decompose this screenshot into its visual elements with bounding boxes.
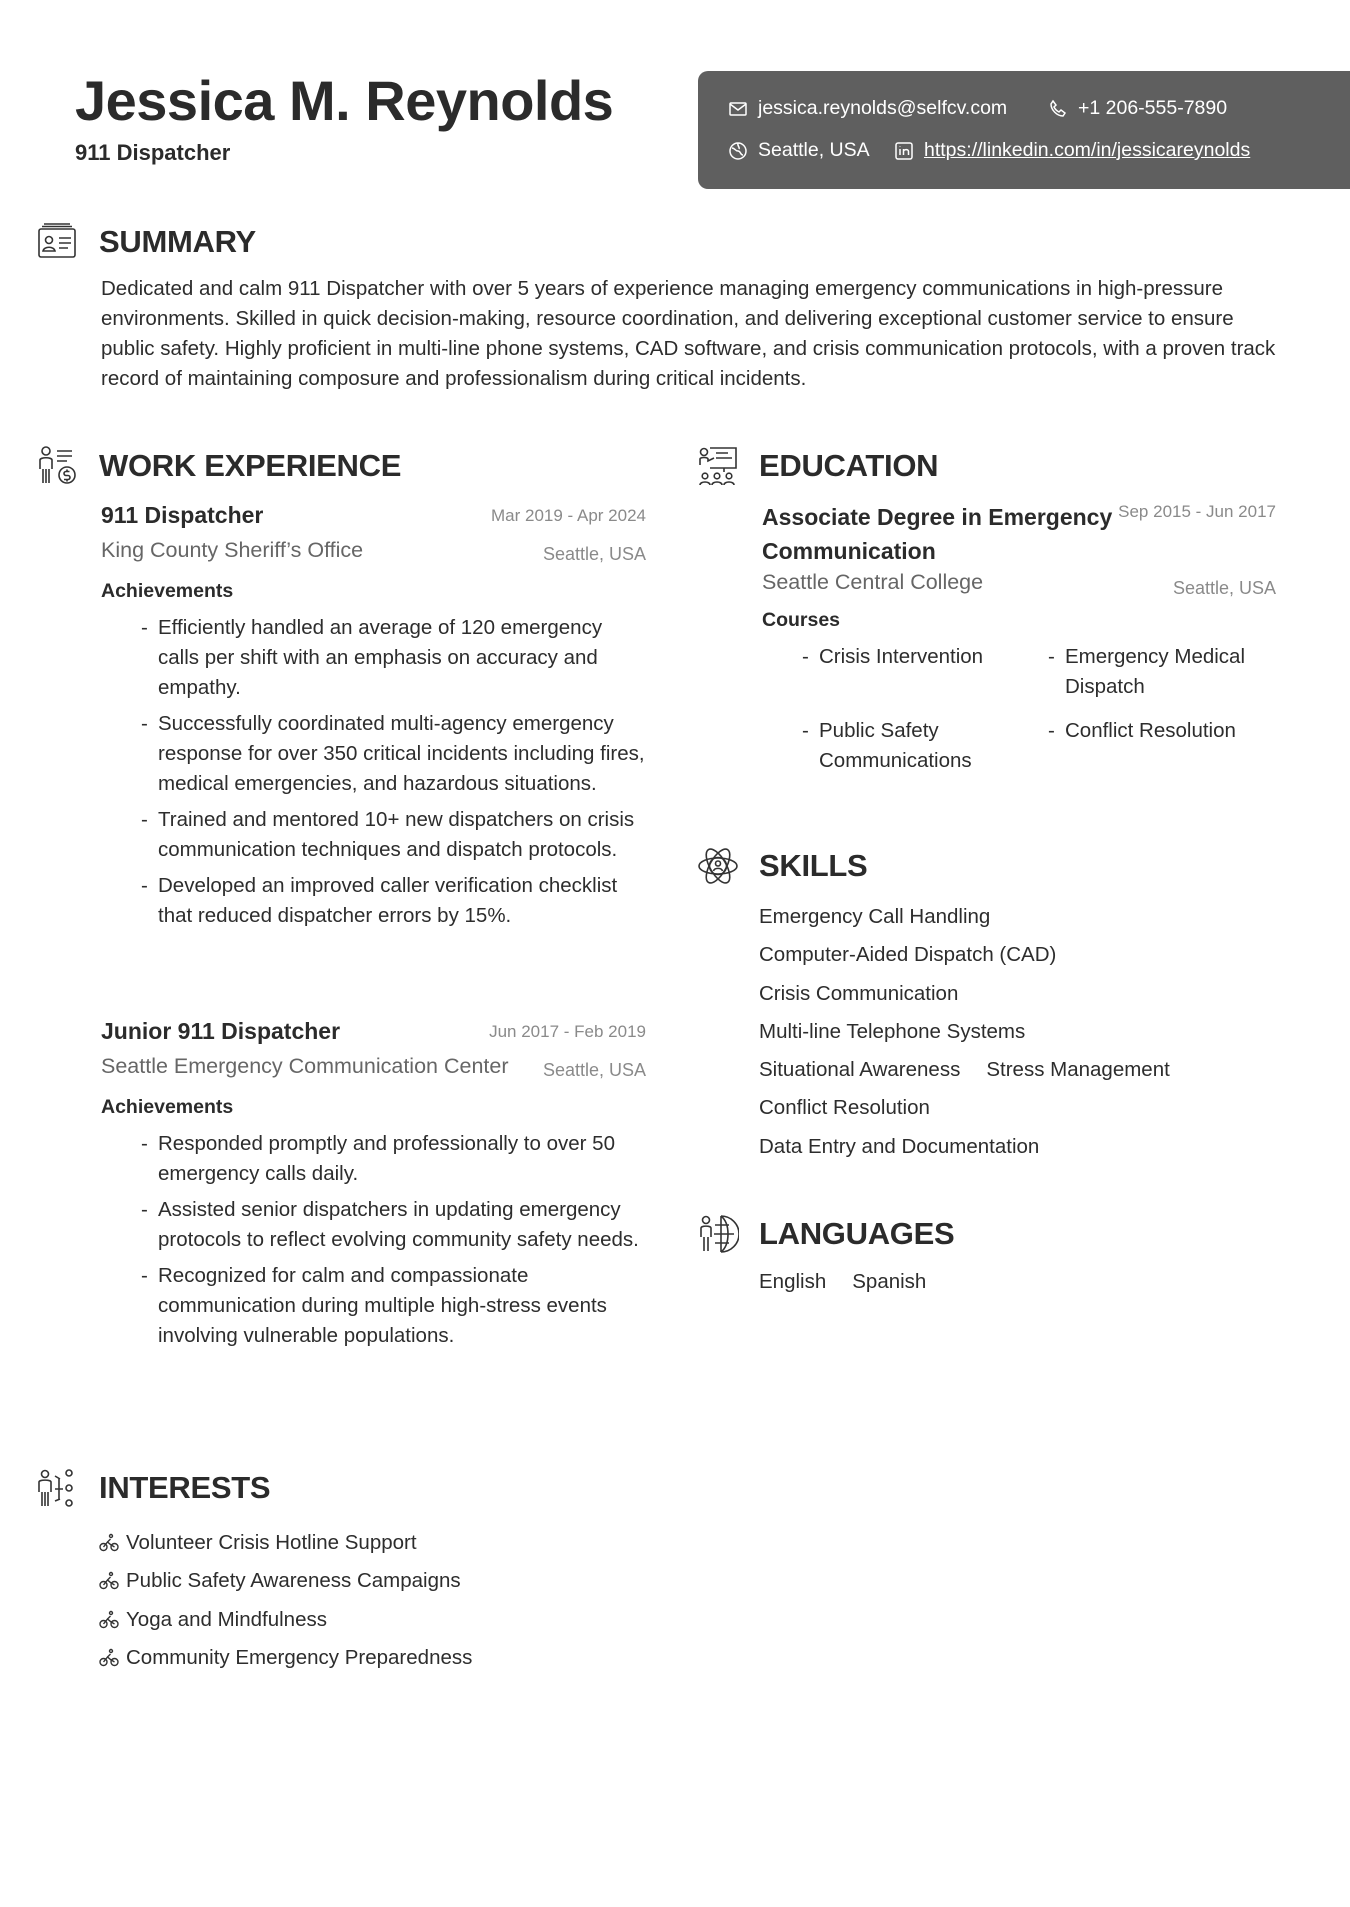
list-item: - Public Safety Communications	[802, 716, 1048, 776]
list-item: - Efficiently handled an average of 120 emergency calls per shift with an emphasis on accuracy and empathy.	[141, 613, 646, 703]
list-item: - Developed an improved caller verification checklist that reduced dispatcher errors by 15%.	[141, 871, 646, 931]
contact-linkedin[interactable]	[894, 139, 1250, 162]
achievements-list	[101, 613, 646, 931]
interests-title: INTERESTS	[99, 1470, 271, 1505]
list-item: - Recognized for calm and compassionate communication during multiple high-stress events involving vulnerable populations.	[141, 1261, 646, 1351]
contact-panel	[698, 71, 1350, 189]
candidate-role: 911 Dispatcher	[75, 140, 231, 165]
language-item: Spanish	[852, 1270, 927, 1293]
teacher-board-icon	[697, 445, 739, 487]
list-item: - Assisted senior dispatchers in updating emergency protocols to reflect evolving community safety needs.	[141, 1195, 646, 1255]
list-item: - Conflict Resolution	[1048, 716, 1278, 776]
job-entry	[101, 502, 646, 937]
skills-list	[759, 902, 1279, 1170]
globe-pin-icon	[728, 141, 748, 161]
skill-item: Conflict Resolution	[759, 1096, 930, 1120]
skill-item: Stress Management	[986, 1058, 1170, 1082]
list-item: - Crisis Intervention	[802, 642, 1048, 702]
contact-phone[interactable]	[1048, 97, 1227, 120]
bicycle-icon	[99, 1571, 119, 1591]
courses-list	[802, 642, 1276, 776]
job-title: 911 Dispatcher	[101, 502, 264, 528]
bicycle-icon	[99, 1610, 119, 1630]
worker-money-icon	[36, 445, 78, 487]
skill-item: Situational Awareness	[759, 1058, 961, 1082]
education-dates: Sep 2015 - Jun 2017	[1118, 502, 1276, 521]
skill-item: Computer-Aided Dispatch (CAD)	[759, 943, 1057, 967]
summary-title: SUMMARY	[99, 224, 256, 259]
list-item: - Responded promptly and professionally to over 50 emergency calls daily.	[141, 1129, 646, 1189]
language-item: English	[759, 1270, 827, 1293]
skill-item: Emergency Call Handling	[759, 905, 991, 928]
job-entry	[101, 1018, 646, 1357]
email-text: jessica.reynolds@selfcv.com	[758, 97, 1008, 119]
list-item: - Trained and mentored 10+ new dispatchers on crisis communication techniques and dispatch protocols.	[141, 805, 646, 865]
job-location: Seattle, USA	[542, 544, 646, 564]
contact-location	[728, 139, 870, 162]
job-dates: Mar 2019 - Apr 2024	[491, 506, 646, 525]
list-item: Community Emergency Preparedness	[99, 1639, 472, 1677]
list-item: - Successfully coordinated multi-agency emergency response for over 350 critical incidents including fires, medical emergencies, and hazardous situations.	[141, 709, 646, 799]
list-item: Volunteer Crisis Hotline Support	[99, 1524, 472, 1562]
education-title: EDUCATION	[759, 448, 939, 483]
achievements-list	[101, 1129, 646, 1351]
achievements-heading: Achievements	[101, 1096, 234, 1118]
skills-title: SKILLS	[759, 848, 868, 883]
id-card-icon	[36, 220, 78, 262]
contact-email[interactable]	[728, 97, 1007, 120]
languages-list	[759, 1270, 952, 1294]
bicycle-icon	[99, 1648, 119, 1668]
job-organization: Seattle Emergency Communication Center	[101, 1054, 509, 1078]
candidate-name: Jessica M. Reynolds	[75, 69, 614, 132]
skill-item: Data Entry and Documentation	[759, 1134, 1040, 1158]
education-location: Seattle, USA	[1172, 578, 1276, 598]
experience-title: WORK EXPERIENCE	[99, 448, 402, 483]
person-ideas-icon	[36, 1468, 78, 1510]
envelope-icon	[728, 99, 748, 119]
job-dates: Jun 2017 - Feb 2019	[489, 1022, 646, 1041]
list-item: Yoga and Mindfulness	[99, 1601, 472, 1639]
interests-list	[99, 1524, 472, 1677]
phone-text: +1 206-555-7890	[1078, 97, 1228, 119]
list-item: - Emergency Medical Dispatch	[1048, 642, 1278, 702]
linkedin-icon	[894, 141, 914, 161]
bicycle-icon	[99, 1533, 119, 1553]
achievements-heading: Achievements	[101, 580, 234, 602]
degree: Associate Degree in Emergency Communication	[762, 504, 1113, 564]
list-item: Public Safety Awareness Campaigns	[99, 1562, 472, 1600]
job-organization: King County Sheriff’s Office	[101, 538, 364, 562]
linkedin-link[interactable]: https://linkedin.com/in/jessicareynolds	[924, 139, 1251, 161]
school: Seattle Central College	[762, 570, 984, 594]
skill-item: Multi-line Telephone Systems	[759, 1019, 1026, 1043]
job-location: Seattle, USA	[542, 1060, 646, 1080]
summary-text: Dedicated and calm 911 Dispatcher with over 5 years of experience managing emergency communications in high-pressure environments. Skilled in quick decision-making, resource coordination, and delivering exceptional customer service to ensure public safety. Highly proficient in multi-line phone systems, CAD software, and crisis communication protocols, with a proven track record of maintaining composure and professionalism during critical incidents.	[101, 277, 1276, 390]
atom-person-icon	[697, 845, 739, 887]
person-globe-icon	[697, 1213, 739, 1255]
skill-item: Crisis Communication	[759, 981, 959, 1005]
languages-title: LANGUAGES	[759, 1216, 955, 1251]
education-entry	[762, 500, 1276, 776]
phone-icon	[1048, 99, 1068, 119]
courses-heading: Courses	[762, 609, 841, 631]
location-text: Seattle, USA	[758, 139, 870, 161]
job-title: Junior 911 Dispatcher	[101, 1018, 341, 1044]
